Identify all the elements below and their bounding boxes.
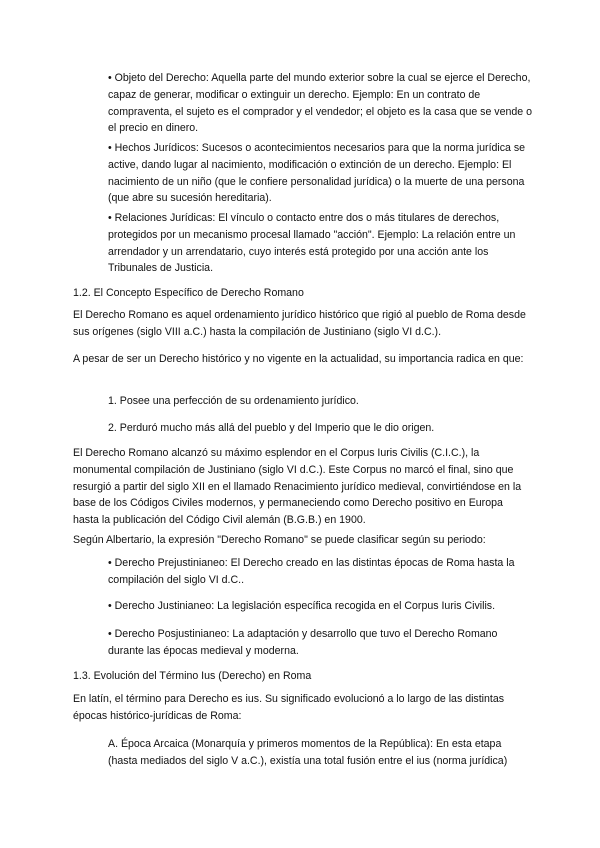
- bullet-posjustinianeo: • Derecho Posjustinianeo: La adaptación y desarrollo que tuvo el Derecho Romano durante las épocas medieval y moderna.: [108, 628, 498, 657]
- bullet-objeto-del-derecho: • Objeto del Derecho: Aquella parte del mundo exterior sobre la cual se ejerce el Derecho, capaz de generar, modificar o extinguir un derecho. Ejemplo: En un contrato de compraventa, el sujeto es el comprador y el vendedor; el objeto es la casa que se vende o el precio en dinero.: [108, 72, 533, 135]
- paragraph-importance: A pesar de ser un Derecho histórico y no vigente en la actualidad, su importancia radica en que:: [73, 353, 524, 365]
- paragraph-corpus: El Derecho Romano alcanzó su máximo esplendor en el Corpus Iuris Civilis (C.I.C.), la monumental compilación de Justiniano (siglo VI d.C.). Este Corpus no marcó el final, sino que resurgió a partir del siglo XII en el llamado Renacimiento jurídico medieval, convirtiéndose en la base de los Códigos Civiles modernos, y permaneciendo como Derecho positivo en Europa hasta la publicación del Código Civil alemán (B.G.B.) en 1900.: [73, 447, 522, 527]
- numbered-item-1: 1. Posee una perfección de su ordenamiento jurídico.: [108, 395, 359, 407]
- section-heading-1-3: 1.3. Evolución del Término Ius (Derecho) en Roma: [73, 670, 312, 682]
- bullet-justinianeo: • Derecho Justinianeo: La legislación específica recogida en el Corpus Iuris Civilis.: [108, 600, 496, 612]
- bullet-prejustinianeo: • Derecho Prejustinianeo: El Derecho creado en las distintas épocas de Roma hasta la compilación del siglo VI d.C..: [108, 557, 515, 586]
- numbered-item-2: 2. Perduró mucho más allá del pueblo y del Imperio que le dio origen.: [108, 422, 435, 434]
- paragraph-albertario: Según Albertario, la expresión "Derecho Romano" se puede clasificar según su periodo:: [73, 534, 486, 546]
- bullet-hechos-juridicos: • Hechos Jurídicos: Sucesos o acontecimientos necesarios para que la norma jurídica se active, dando lugar al nacimiento, modificación o extinción de un derecho. Ejemplo: El nacimiento de un niño (que le confiere personalidad jurídica) o la muerte de una persona (que abre su sucesión hereditaria).: [108, 142, 526, 205]
- epoch-a-arcaica: A. Época Arcaica (Monarquía y primeros momentos de la República): En esta etapa (hasta mediados del siglo V a.C.), existía una total fusión entre el ius (norma jurídica): [108, 738, 508, 767]
- paragraph-definition: El Derecho Romano es aquel ordenamiento jurídico histórico que rigió al pueblo de Roma desde sus orígenes (siglo VIII a.C.) hasta la compilación de Justiniano (siglo VI d.C.).: [73, 309, 526, 338]
- paragraph-ius: En latín, el término para Derecho es ius. Su significado evolucionó a lo largo de las distintas épocas histórico-jurídicas de Roma:: [73, 693, 505, 722]
- section-heading-1-2: 1.2. El Concepto Específico de Derecho Romano: [73, 287, 304, 299]
- bullet-relaciones-juridicas: • Relaciones Jurídicas: El vínculo o contacto entre dos o más titulares de derechos, protegidos por un mecanismo procesal llamado "acción". Ejemplo: La relación entre un arrendador y un arrendatario, cuyo interés está protegido por una acción ante los Tribunales de Justicia.: [108, 212, 516, 275]
